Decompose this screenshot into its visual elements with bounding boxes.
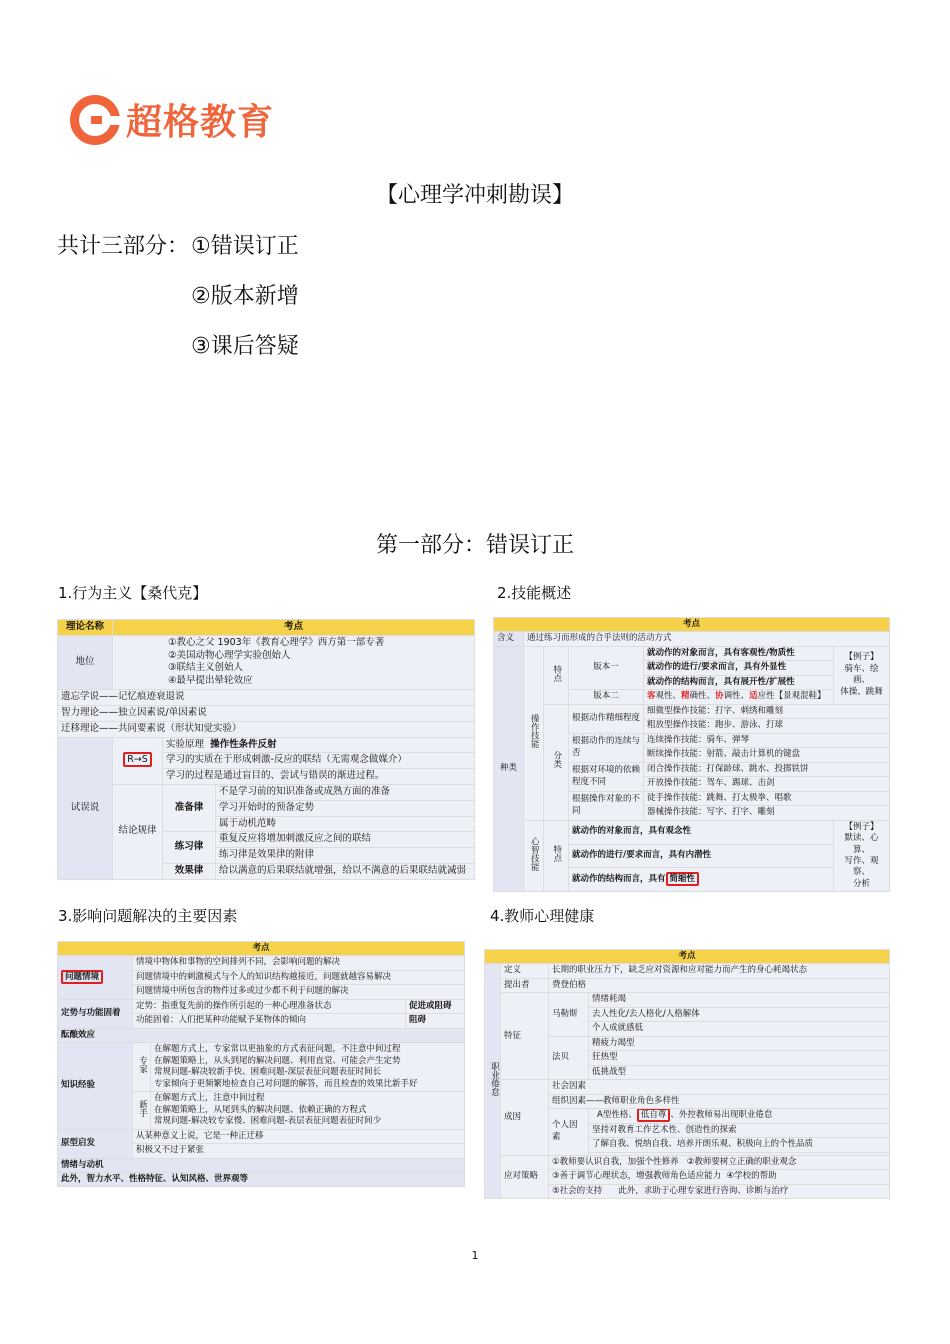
diwei-line: ③联结主义创始人 (168, 662, 244, 674)
teacher-health-table (484, 949, 890, 1199)
law-exercise: 练习律 (174, 841, 204, 853)
expert-line: 专家倾向于更频繁地检查自己对问题的解答，而且检查的效果比新手好 (154, 1078, 418, 1089)
label-emotion: 情绪与动机 (61, 1159, 104, 1170)
personal-line: 坚持对教育工作艺术性、创造性的探索 (589, 1123, 890, 1137)
label-trial-error: 试误说 (58, 737, 113, 879)
v2-text: 观性、 (655, 691, 682, 702)
personal-line: 了解自我、悦纳自我、培养开朗乐观、积极向上的个性品质 (589, 1138, 890, 1152)
label-definition: 定义 (501, 964, 549, 978)
fixedness-line: 功能固着：人们把某种功能赋予某物体的倾向 (133, 1014, 406, 1028)
expert-line: 在解题策略上，从头到尾的解决问题、利用直觉、可能会产生定势 (154, 1055, 401, 1066)
set-line: 定势：指重复先前的操作所引起的一种心理准备状态 (133, 999, 406, 1013)
strategy: ①教师要认识自我，加强个性修养 (552, 1156, 679, 1167)
label-meaning: 含义 (494, 632, 524, 646)
expert-line: 在解题方式上，专家常以更抽象的方式表征问题，不注意中间过程 (154, 1044, 401, 1055)
header-name: 理论名称 (58, 620, 113, 636)
exp-value: 操作性条件反射 (210, 738, 277, 750)
doc-title: 【心理学冲刺勘误】 (375, 183, 574, 208)
label-proposer: 提出者 (501, 978, 549, 992)
readiness-line: 学习开始时的预备定势 (216, 800, 475, 816)
v2-text: 应性【景观混鞋】 (757, 691, 826, 702)
label-farber: 法贝 (549, 1036, 589, 1079)
intro-item-2: ②版本新增 (191, 284, 299, 309)
label-feature: 特点 (551, 664, 562, 682)
class-item: 开放操作技能：驾车、踢球、击剑 (644, 777, 890, 791)
novice-line: 常规问题-解决较专家慢、困难问题-表层表征问题表征时间少 (154, 1116, 382, 1127)
law-effect: 效果律 (174, 865, 204, 876)
novice-line: 在解题方式上，注意中间过程 (154, 1093, 265, 1104)
mental-line: 就动作的对象而言，具有观念性 (572, 826, 692, 837)
label-expert: 专家 (137, 1056, 148, 1074)
exp-label: 实验原理 (166, 738, 205, 750)
section3-title: 3.影响问题解决的主要因素 (58, 907, 238, 925)
page-number: 1 (471, 1249, 479, 1262)
class-item: 断续操作技能：射箭、敲击计算机的键盘 (644, 748, 890, 762)
class-key: 根据对环境的依赖程度不同 (569, 762, 644, 791)
label-knowledge: 知识经验 (61, 1080, 96, 1091)
intro-lead: 共计三部分： (57, 234, 190, 259)
header-point: 考点 (485, 950, 890, 964)
label-kinds: 种类 (494, 646, 524, 891)
org-factor: 组织因素——教师职业角色多样性 (549, 1094, 890, 1108)
row-intelligence: 智力理论——独立因素说/单因素说 (58, 705, 475, 721)
maslach-line: 情绪耗竭 (589, 993, 890, 1007)
v2-char: 客 (647, 691, 656, 702)
effect-line: 给以满意的后果联结就增强，给以不满意的后果联结就减弱 (216, 864, 475, 880)
exercise-line: 练习律是效果律的附律 (216, 848, 475, 864)
class-item: 粗放型操作技能：跑步、游泳、打球 (644, 719, 890, 733)
section2-title: 2.技能概述 (497, 584, 572, 602)
class-item: 连续操作技能：骑车、弹琴 (644, 733, 890, 747)
situation-line: 问题情境中的刺激模式与个人的知识结构越接近，问题就越容易解决 (133, 970, 465, 984)
mental-line: 就动作的进行/要求而言，具有内潜性 (572, 850, 712, 861)
logo-g-icon (70, 95, 120, 145)
label-causes: 成因 (501, 1080, 549, 1155)
process: 学习的过程是通过盲目的、尝试与错误的渐进过程。 (163, 769, 475, 785)
mental-line: 就动作的结构而言，具有 (572, 874, 666, 885)
personal-a: A型性格、 (597, 1110, 637, 1121)
novice-line: 在解题策略上，从尾到头的解决问题、依赖正确的方程式 (154, 1104, 367, 1115)
mental-highlight: 简缩性 (669, 874, 696, 885)
essence: 学习的实质在于形成刺激-反应的联结（无需观念做媒介） (163, 753, 475, 769)
skills-table (493, 617, 890, 892)
expert-line: 常规问题-解决较新手快、困难问题-深层表征问题表征时间长 (154, 1067, 382, 1078)
class-item: 器械操作技能：写字、打字、雕刻 (644, 806, 890, 820)
label-features: 特征 (501, 993, 549, 1080)
section4-title: 4.教师心理健康 (490, 907, 595, 925)
diwei-line: ④最早提出晕轮效应 (168, 675, 253, 687)
label-feature: 特点 (551, 845, 562, 863)
set-effect: 促进或阻碍 (409, 1000, 452, 1011)
label-maslach: 马勒斯 (549, 993, 589, 1036)
label-conclusion: 结论规律 (113, 784, 163, 879)
problem-solving-table (57, 941, 465, 1187)
v1-line: 就动作的对象而言，具有客观性/物质性 (647, 647, 795, 658)
strategy: ③善于调节心理状态，增强教师角色适应能力 (552, 1171, 722, 1182)
exercise-line: 重复反应将增加刺激反应之间的联结 (216, 832, 475, 848)
label-strategies: 应对策略 (501, 1155, 549, 1198)
label-set-fixedness: 定势与功能固着 (61, 1008, 121, 1019)
farber-line: 狂热型 (589, 1051, 890, 1065)
v1-line: 就动作的结构而言，具有展开性/扩展性 (647, 676, 795, 687)
prototype-line: 从某种意义上说，它是一种正迁移 (133, 1129, 465, 1143)
v2-char: 适 (749, 691, 758, 702)
social-factor: 社会因素 (549, 1080, 890, 1094)
farber-line: 精疲力竭型 (589, 1036, 890, 1050)
definition-value: 长期的职业压力下，缺乏应对资源和应对能力而产生的身心耗竭状态 (549, 964, 890, 978)
proposer-value: 费登伯格 (549, 978, 890, 992)
v1-line: 就动作的进行/要求而言，具有外显性 (647, 662, 787, 673)
label-mental-skill: 心智技能 (529, 836, 540, 871)
situation-line: 情境中物体和事物的空间排列不同，会影响问题的解决 (133, 956, 465, 970)
header-point: 考点 (494, 618, 890, 632)
readiness-line: 不是学习前的知识准备或成熟方面的准备 (216, 784, 475, 800)
behaviorism-table (57, 619, 475, 880)
label-burnout: 职业倦怠 (489, 1061, 500, 1096)
v2-text: 调性、 (723, 691, 750, 702)
personal-b: 、外控教师易出现职业倦怠 (670, 1110, 773, 1121)
header-point: 考点 (113, 620, 475, 636)
v2-text: 确性、 (689, 691, 716, 702)
situation-line: 问题情境中所包含的物件过多或过少都不利于问题的解决 (133, 985, 465, 999)
meaning-value: 通过练习而形成的合乎法则的活动方式 (524, 632, 890, 646)
strategy: ⑤社会的支持 (552, 1185, 603, 1196)
diwei-line: ②美国动物心理学实验创始人 (168, 649, 291, 661)
example-line: 骑车、绘画、 (844, 663, 879, 686)
strategy: 此外，求助于心理专家进行咨询、诊断与治疗 (618, 1185, 789, 1196)
example-line: 【例子】 (844, 652, 879, 663)
part1-title: 第一部分：错误订正 (375, 533, 574, 558)
class-item: 细微型操作技能：打字、刺绣和雕刻 (644, 704, 890, 718)
logo-text: 超格教育 (126, 102, 275, 143)
personal-highlight: 低自尊 (637, 1109, 671, 1123)
intro-item-1: ①错误订正 (191, 234, 299, 259)
row-forget: 遗忘学说——记忆痕迹衰退说 (58, 690, 475, 706)
farber-line: 低挑战型 (589, 1065, 890, 1079)
logo (70, 94, 274, 145)
row-transfer: 迁移理论——共同要素说（形状知觉实验） (58, 721, 475, 737)
v2-char: 精 (681, 691, 690, 702)
strategy: ④学校的帮助 (726, 1171, 777, 1182)
label-classify: 分类 (551, 751, 562, 769)
rs-badge: R→S (123, 752, 152, 767)
label-version1: 版本一 (569, 646, 644, 689)
example-line: 默读、心算、 (844, 833, 879, 855)
v2-char: 协 (715, 691, 724, 702)
class-key: 根据动作精细程度 (569, 704, 644, 733)
label-personal: 个人因素 (549, 1109, 589, 1155)
label-problem-situation: 问题情境 (65, 971, 100, 982)
class-key: 根据操作对象的不同 (569, 791, 644, 820)
prototype-line: 积极又不过于紧张 (133, 1144, 465, 1158)
fixedness-effect: 阻碍 (409, 1015, 427, 1026)
label-incubation: 酝酿效应 (61, 1029, 96, 1040)
diwei-line: ①教心之父 1903年《教育心理学》西方第一部专著 (168, 636, 385, 648)
label-others: 此外，智力水平、性格特征、认知风格、世界观等 (61, 1173, 249, 1184)
law-readiness: 准备律 (174, 801, 204, 813)
readiness-line: 属于动机范畴 (216, 816, 475, 832)
example-line: 【例子】 (844, 821, 879, 832)
header-point: 考点 (58, 942, 465, 956)
strategy: ②教师要树立正确的职业观念 (686, 1156, 797, 1167)
class-item: 徒手操作技能：跳舞、打太极拳、唱歌 (644, 791, 890, 805)
label-diwei: 地位 (58, 635, 113, 689)
label-novice: 新手 (137, 1099, 148, 1117)
class-item: 闭合操作技能：打保龄球、跳水、投掷铁饼 (644, 762, 890, 776)
example-line: 分析 (852, 878, 870, 889)
example-line: 写作、观察、 (844, 855, 879, 878)
example-line: 体操、跳舞 (840, 686, 883, 697)
label-version2: 版本二 (569, 690, 644, 704)
intro-item-3: ③课后答疑 (191, 334, 299, 359)
label-prototype: 原型启发 (61, 1137, 96, 1148)
maslach-line: 去人性化/去人格化/人格解体 (589, 1007, 890, 1021)
class-key: 根据动作的连续与否 (569, 733, 644, 762)
section1-title: 1.行为主义【桑代克】 (58, 584, 208, 602)
maslach-line: 个人成就感低 (589, 1022, 890, 1036)
label-motor-skill: 操作技能 (529, 714, 540, 749)
